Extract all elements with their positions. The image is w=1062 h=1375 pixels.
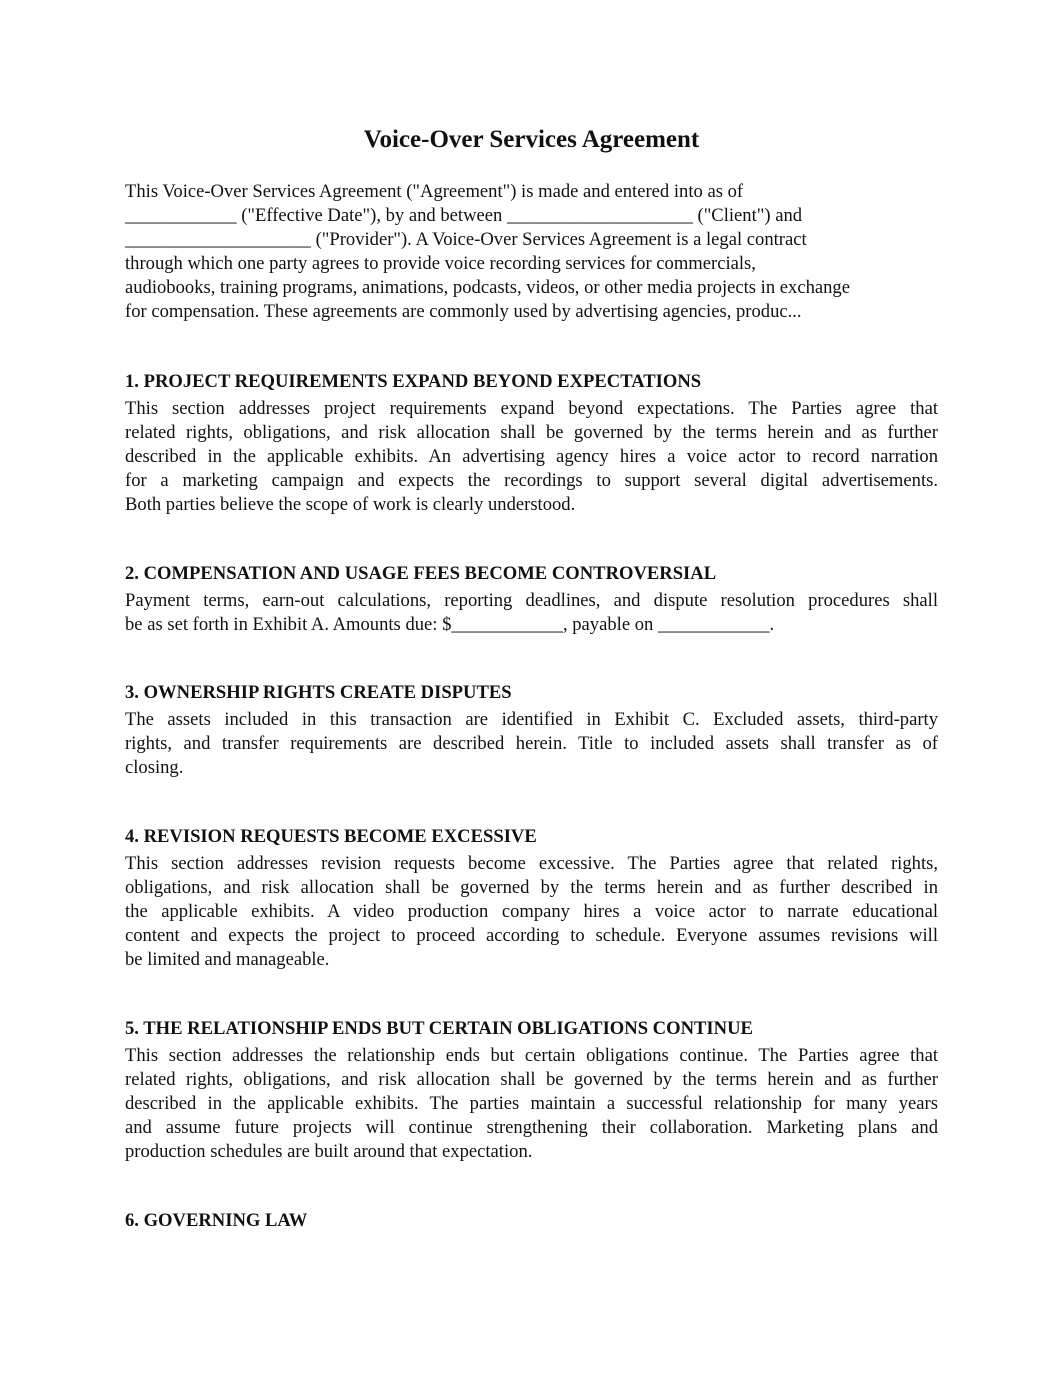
section-line: production schedules are built around that expectation. [125,1141,533,1162]
section-line: This section addresses project requirements expand beyond expectations. The Parties agree that [125,398,938,419]
section-heading: 3. OWNERSHIP RIGHTS CREATE DISPUTES [125,682,512,703]
intro-line: This Voice-Over Services Agreement ("Agreement") is made and entered into as of [125,181,744,202]
intro-line: through which one party agrees to provide voice recording services for commercials, [125,253,756,274]
section-line: related rights, obligations, and risk allocation shall be governed by the terms herein and as further [125,1069,938,1090]
section-line: Payment terms, earn-out calculations, reporting deadlines, and dispute resolution procedures shall [125,590,938,611]
section-heading: 4. REVISION REQUESTS BECOME EXCESSIVE [125,826,537,847]
section-line: described in the applicable exhibits. The parties maintain a successful relationship for many years [125,1093,938,1114]
section-body [125,852,938,972]
section-line: be as set forth in Exhibit A. Amounts due: $____________, payable on ____________. [125,614,775,635]
section-line: and assume future projects will continue strengthening their collaboration. Marketing plans and [125,1117,938,1138]
section-heading: 5. THE RELATIONSHIP ENDS BUT CERTAIN OBLIGATIONS CONTINUE [125,1018,753,1039]
intro-line: ____________________ ("Provider"). A Voice-Over Services Agreement is a legal contract [125,229,807,250]
intro-line: ____________ ("Effective Date"), by and between ____________________ ("Client") and [125,205,803,226]
section-line: be limited and manageable. [125,949,330,970]
section-line: the applicable exhibits. A video production company hires a voice actor to narrate educational [125,901,938,922]
intro-line: audiobooks, training programs, animations, podcasts, videos, or other media projects in exchange [125,277,850,298]
section-body [125,589,938,637]
section-body [125,708,938,780]
section-line: closing. [125,757,184,778]
section-body [125,397,938,517]
section-line: obligations, and risk allocation shall be governed by the terms herein and as further described in [125,877,938,898]
section-line: content and expects the project to proceed according to schedule. Everyone assumes revisions will [125,925,938,946]
section-line: The assets included in this transaction are identified in Exhibit C. Excluded assets, third-party [125,709,938,730]
document-title: Voice-Over Services Agreement [363,126,700,153]
section-line: for a marketing campaign and expects the recordings to support several digital advertisements. [125,470,938,491]
intro-line: for compensation. These agreements are commonly used by advertising agencies, produc... [125,301,802,322]
intro-paragraph [125,180,938,324]
section-line: This section addresses the relationship ends but certain obligations continue. The Parties agree that [125,1045,938,1066]
section-line: This section addresses revision requests become excessive. The Parties agree that related rights, [125,853,938,874]
section-heading: 1. PROJECT REQUIREMENTS EXPAND BEYOND EXPECTATIONS [125,371,702,392]
section-body [125,1044,938,1164]
section-line: described in the applicable exhibits. An advertising agency hires a voice actor to record narration [125,446,938,467]
section-line: rights, and transfer requirements are described herein. Title to included assets shall transfer as of [125,733,938,754]
section-heading: 6. GOVERNING LAW [125,1210,308,1231]
section-line: related rights, obligations, and risk allocation shall be governed by the terms herein and as further [125,422,938,443]
section-line: Both parties believe the scope of work is clearly understood. [125,494,576,515]
section-heading: 2. COMPENSATION AND USAGE FEES BECOME CONTROVERSIAL [125,563,717,584]
